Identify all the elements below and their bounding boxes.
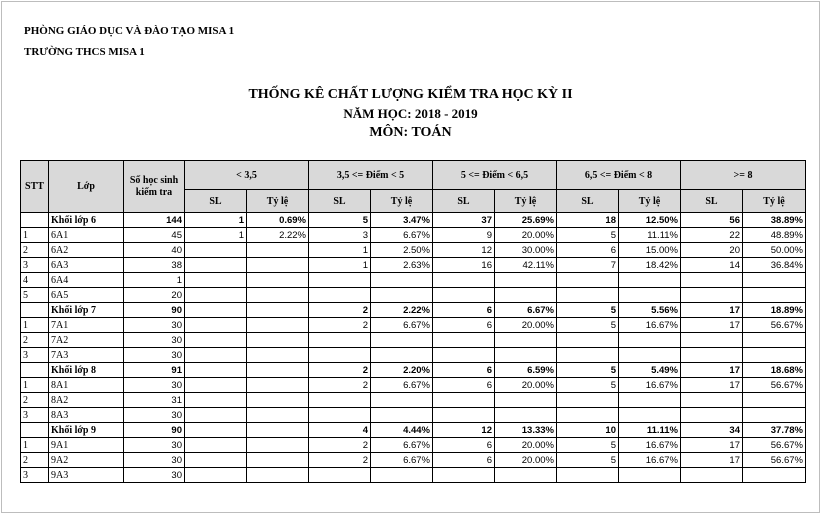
row-count-cell: 5 xyxy=(557,303,619,318)
row-rate-cell xyxy=(247,273,309,288)
row-stt: 3 xyxy=(21,258,49,273)
row-student-count: 1 xyxy=(124,273,185,288)
row-rate-cell xyxy=(619,273,681,288)
row-count-cell xyxy=(433,288,495,303)
row-count-cell xyxy=(681,348,743,363)
row-rate-cell xyxy=(743,333,806,348)
row-stt: 3 xyxy=(21,468,49,483)
row-rate-cell xyxy=(247,378,309,393)
class-row xyxy=(21,378,806,393)
class-row xyxy=(21,408,806,423)
row-class-name: Khối lớp 6 xyxy=(49,213,124,228)
row-count-cell xyxy=(185,243,247,258)
row-count-cell xyxy=(185,408,247,423)
subheader-rate: Tỷ lệ xyxy=(371,190,433,213)
row-rate-cell xyxy=(247,408,309,423)
row-count-cell xyxy=(185,393,247,408)
grade-group-row xyxy=(21,303,806,318)
row-count-cell: 1 xyxy=(309,258,371,273)
row-count-cell: 2 xyxy=(309,378,371,393)
row-class-name: 9A1 xyxy=(49,438,124,453)
row-count-cell: 5 xyxy=(557,378,619,393)
row-count-cell: 5 xyxy=(557,318,619,333)
row-count-cell: 18 xyxy=(557,213,619,228)
row-count-cell xyxy=(557,273,619,288)
row-count-cell xyxy=(681,333,743,348)
class-row xyxy=(21,243,806,258)
row-class-name: 7A1 xyxy=(49,318,124,333)
row-class-name: Khối lớp 8 xyxy=(49,363,124,378)
row-count-cell xyxy=(185,288,247,303)
class-row xyxy=(21,228,806,243)
row-class-name: 8A1 xyxy=(49,378,124,393)
row-rate-cell xyxy=(495,273,557,288)
row-student-count: 90 xyxy=(124,423,185,438)
row-rate-cell: 20.00% xyxy=(495,453,557,468)
row-stt: 4 xyxy=(21,273,49,288)
grade-group-row xyxy=(21,363,806,378)
row-count-cell xyxy=(185,258,247,273)
class-row xyxy=(21,288,806,303)
row-rate-cell xyxy=(371,468,433,483)
row-rate-cell: 18.42% xyxy=(619,258,681,273)
row-student-count: 20 xyxy=(124,288,185,303)
row-student-count: 45 xyxy=(124,228,185,243)
row-student-count: 30 xyxy=(124,438,185,453)
row-rate-cell: 56.67% xyxy=(743,318,806,333)
row-count-cell: 16 xyxy=(433,258,495,273)
row-rate-cell: 38.89% xyxy=(743,213,806,228)
row-count-cell: 14 xyxy=(681,258,743,273)
class-row xyxy=(21,318,806,333)
row-rate-cell xyxy=(371,273,433,288)
subheader-rate: Tỷ lệ xyxy=(743,190,806,213)
row-count-cell: 17 xyxy=(681,378,743,393)
row-student-count: 30 xyxy=(124,318,185,333)
row-student-count: 90 xyxy=(124,303,185,318)
row-rate-cell: 5.56% xyxy=(619,303,681,318)
row-count-cell: 2 xyxy=(309,438,371,453)
school-name: TRƯỜNG THCS MISA 1 xyxy=(24,46,145,58)
row-count-cell: 2 xyxy=(309,363,371,378)
row-student-count: 38 xyxy=(124,258,185,273)
row-rate-cell: 6.67% xyxy=(371,453,433,468)
row-count-cell xyxy=(185,363,247,378)
row-rate-cell: 20.00% xyxy=(495,438,557,453)
header-stt: STT xyxy=(21,161,49,213)
row-rate-cell xyxy=(247,438,309,453)
header-class: Lớp xyxy=(49,161,124,213)
row-student-count: 31 xyxy=(124,393,185,408)
row-rate-cell xyxy=(247,423,309,438)
row-count-cell: 5 xyxy=(557,438,619,453)
class-row xyxy=(21,348,806,363)
row-rate-cell xyxy=(495,333,557,348)
row-rate-cell xyxy=(247,348,309,363)
row-count-cell xyxy=(185,438,247,453)
row-rate-cell xyxy=(247,393,309,408)
row-count-cell xyxy=(433,348,495,363)
header-band-5: >= 8 xyxy=(681,161,806,190)
row-rate-cell: 20.00% xyxy=(495,228,557,243)
row-rate-cell: 11.11% xyxy=(619,228,681,243)
row-rate-cell: 6.67% xyxy=(371,438,433,453)
row-count-cell xyxy=(309,288,371,303)
row-count-cell xyxy=(681,408,743,423)
report-title: THỐNG KÊ CHẤT LƯỢNG KIỂM TRA HỌC KỲ II xyxy=(248,87,573,102)
row-rate-cell xyxy=(371,348,433,363)
statistics-table xyxy=(20,160,806,483)
subheader-sl: SL xyxy=(557,190,619,213)
row-rate-cell xyxy=(619,468,681,483)
row-student-count: 30 xyxy=(124,333,185,348)
class-row xyxy=(21,438,806,453)
row-stt: 1 xyxy=(21,438,49,453)
row-rate-cell: 16.67% xyxy=(619,438,681,453)
row-stt: 2 xyxy=(21,453,49,468)
row-count-cell: 2 xyxy=(309,453,371,468)
row-rate-cell: 12.50% xyxy=(619,213,681,228)
row-rate-cell: 42.11% xyxy=(495,258,557,273)
subheader-rate: Tỷ lệ xyxy=(619,190,681,213)
row-count-cell xyxy=(185,468,247,483)
class-row xyxy=(21,258,806,273)
class-row xyxy=(21,273,806,288)
row-count-cell: 20 xyxy=(681,243,743,258)
row-student-count: 30 xyxy=(124,453,185,468)
row-count-cell: 1 xyxy=(185,228,247,243)
row-stt xyxy=(21,423,49,438)
row-count-cell: 12 xyxy=(433,423,495,438)
row-rate-cell: 15.00% xyxy=(619,243,681,258)
department-name: PHÒNG GIÁO DỤC VÀ ĐÀO TẠO MISA 1 xyxy=(24,25,235,37)
row-rate-cell: 4.44% xyxy=(371,423,433,438)
row-rate-cell: 16.67% xyxy=(619,378,681,393)
row-class-name: 6A3 xyxy=(49,258,124,273)
row-count-cell: 6 xyxy=(433,378,495,393)
row-class-name: 6A1 xyxy=(49,228,124,243)
row-stt: 2 xyxy=(21,243,49,258)
row-rate-cell: 18.68% xyxy=(743,363,806,378)
row-rate-cell xyxy=(743,468,806,483)
row-stt xyxy=(21,213,49,228)
row-rate-cell xyxy=(619,333,681,348)
row-rate-cell xyxy=(371,333,433,348)
row-count-cell xyxy=(185,318,247,333)
row-rate-cell: 48.89% xyxy=(743,228,806,243)
row-rate-cell: 37.78% xyxy=(743,423,806,438)
row-rate-cell xyxy=(743,273,806,288)
row-student-count: 30 xyxy=(124,348,185,363)
class-row xyxy=(21,468,806,483)
row-class-name: Khối lớp 7 xyxy=(49,303,124,318)
row-class-name: 6A2 xyxy=(49,243,124,258)
row-rate-cell: 11.11% xyxy=(619,423,681,438)
row-count-cell: 17 xyxy=(681,453,743,468)
row-count-cell xyxy=(681,393,743,408)
row-rate-cell xyxy=(495,288,557,303)
row-rate-cell: 16.67% xyxy=(619,453,681,468)
row-count-cell: 5 xyxy=(557,363,619,378)
row-count-cell: 1 xyxy=(185,213,247,228)
row-count-cell: 17 xyxy=(681,318,743,333)
row-count-cell: 34 xyxy=(681,423,743,438)
row-rate-cell xyxy=(619,393,681,408)
row-rate-cell xyxy=(247,363,309,378)
grade-group-row xyxy=(21,423,806,438)
row-rate-cell: 6.67% xyxy=(371,378,433,393)
row-count-cell: 17 xyxy=(681,363,743,378)
subheader-rate: Tỷ lệ xyxy=(247,190,309,213)
row-rate-cell xyxy=(247,243,309,258)
row-rate-cell: 50.00% xyxy=(743,243,806,258)
row-stt: 1 xyxy=(21,318,49,333)
row-rate-cell: 13.33% xyxy=(495,423,557,438)
row-rate-cell: 3.47% xyxy=(371,213,433,228)
row-rate-cell xyxy=(619,288,681,303)
row-rate-cell xyxy=(371,393,433,408)
row-count-cell xyxy=(557,348,619,363)
row-rate-cell: 6.67% xyxy=(371,318,433,333)
row-rate-cell xyxy=(247,288,309,303)
class-row xyxy=(21,393,806,408)
row-stt: 5 xyxy=(21,288,49,303)
row-rate-cell xyxy=(743,348,806,363)
row-count-cell xyxy=(557,288,619,303)
row-count-cell: 6 xyxy=(433,303,495,318)
row-count-cell: 12 xyxy=(433,243,495,258)
row-class-name: 7A3 xyxy=(49,348,124,363)
row-rate-cell: 6.67% xyxy=(371,228,433,243)
row-count-cell: 37 xyxy=(433,213,495,228)
row-rate-cell: 2.50% xyxy=(371,243,433,258)
row-rate-cell: 2.20% xyxy=(371,363,433,378)
row-count-cell: 6 xyxy=(557,243,619,258)
row-stt: 2 xyxy=(21,393,49,408)
row-class-name: 9A2 xyxy=(49,453,124,468)
subheader-sl: SL xyxy=(681,190,743,213)
row-class-name: 6A4 xyxy=(49,273,124,288)
subheader-sl: SL xyxy=(185,190,247,213)
row-rate-cell: 20.00% xyxy=(495,318,557,333)
row-student-count: 30 xyxy=(124,378,185,393)
row-rate-cell: 0.69% xyxy=(247,213,309,228)
row-stt: 2 xyxy=(21,333,49,348)
row-count-cell: 5 xyxy=(309,213,371,228)
row-count-cell: 17 xyxy=(681,438,743,453)
row-rate-cell: 6.59% xyxy=(495,363,557,378)
row-count-cell xyxy=(681,288,743,303)
row-rate-cell xyxy=(619,348,681,363)
row-count-cell: 6 xyxy=(433,453,495,468)
row-count-cell: 56 xyxy=(681,213,743,228)
row-rate-cell: 2.22% xyxy=(247,228,309,243)
row-student-count: 144 xyxy=(124,213,185,228)
row-stt xyxy=(21,363,49,378)
row-count-cell: 5 xyxy=(557,228,619,243)
row-class-name: 7A2 xyxy=(49,333,124,348)
row-stt: 1 xyxy=(21,228,49,243)
row-count-cell xyxy=(681,273,743,288)
row-count-cell xyxy=(433,393,495,408)
row-class-name: Khối lớp 9 xyxy=(49,423,124,438)
row-count-cell: 1 xyxy=(309,243,371,258)
report-titles xyxy=(2,85,819,142)
row-count-cell xyxy=(185,348,247,363)
header-band-1: < 3,5 xyxy=(185,161,309,190)
row-rate-cell: 25.69% xyxy=(495,213,557,228)
row-count-cell xyxy=(557,393,619,408)
row-count-cell xyxy=(433,273,495,288)
header-band-2: 3,5 <= Điểm < 5 xyxy=(309,161,433,190)
row-rate-cell: 16.67% xyxy=(619,318,681,333)
row-rate-cell xyxy=(371,288,433,303)
row-count-cell: 9 xyxy=(433,228,495,243)
row-count-cell xyxy=(309,408,371,423)
row-count-cell: 5 xyxy=(557,453,619,468)
subheader-sl: SL xyxy=(309,190,371,213)
grade-group-row xyxy=(21,213,806,228)
row-stt xyxy=(21,303,49,318)
row-stt: 3 xyxy=(21,408,49,423)
row-count-cell xyxy=(185,273,247,288)
row-class-name: 8A3 xyxy=(49,408,124,423)
row-rate-cell xyxy=(495,393,557,408)
row-student-count: 91 xyxy=(124,363,185,378)
row-rate-cell xyxy=(495,408,557,423)
row-count-cell xyxy=(433,468,495,483)
row-rate-cell xyxy=(247,333,309,348)
header-student-count: Số học sinh kiểm tra xyxy=(124,161,185,213)
row-rate-cell: 30.00% xyxy=(495,243,557,258)
row-rate-cell: 36.84% xyxy=(743,258,806,273)
row-rate-cell: 5.49% xyxy=(619,363,681,378)
row-count-cell xyxy=(433,408,495,423)
row-count-cell: 17 xyxy=(681,303,743,318)
row-rate-cell: 2.63% xyxy=(371,258,433,273)
subject-title: MÔN: TOÁN xyxy=(369,125,452,140)
row-rate-cell xyxy=(247,303,309,318)
row-rate-cell xyxy=(619,408,681,423)
row-count-cell xyxy=(557,333,619,348)
row-count-cell xyxy=(433,333,495,348)
row-rate-cell xyxy=(247,258,309,273)
row-count-cell xyxy=(309,348,371,363)
row-count-cell xyxy=(309,273,371,288)
row-count-cell: 2 xyxy=(309,318,371,333)
row-count-cell xyxy=(681,468,743,483)
row-count-cell xyxy=(309,393,371,408)
row-count-cell xyxy=(185,333,247,348)
row-count-cell: 7 xyxy=(557,258,619,273)
row-count-cell: 10 xyxy=(557,423,619,438)
row-rate-cell xyxy=(371,408,433,423)
subheader-rate: Tỷ lệ xyxy=(495,190,557,213)
row-stt: 1 xyxy=(21,378,49,393)
row-stt: 3 xyxy=(21,348,49,363)
row-rate-cell: 56.67% xyxy=(743,378,806,393)
row-class-name: 8A2 xyxy=(49,393,124,408)
row-rate-cell: 20.00% xyxy=(495,378,557,393)
header-band-4: 6,5 <= Điểm < 8 xyxy=(557,161,681,190)
row-count-cell xyxy=(185,423,247,438)
row-rate-cell xyxy=(247,468,309,483)
subheader-sl: SL xyxy=(433,190,495,213)
row-class-name: 6A5 xyxy=(49,288,124,303)
row-count-cell: 6 xyxy=(433,438,495,453)
row-count-cell: 4 xyxy=(309,423,371,438)
row-count-cell xyxy=(557,468,619,483)
row-count-cell xyxy=(185,453,247,468)
row-rate-cell: 56.67% xyxy=(743,438,806,453)
row-rate-cell xyxy=(247,453,309,468)
row-rate-cell xyxy=(743,288,806,303)
row-rate-cell: 2.22% xyxy=(371,303,433,318)
header-band-3: 5 <= Điểm < 6,5 xyxy=(433,161,557,190)
class-row xyxy=(21,333,806,348)
row-count-cell xyxy=(185,378,247,393)
row-rate-cell xyxy=(495,468,557,483)
school-year: NĂM HỌC: 2018 - 2019 xyxy=(343,106,478,121)
row-class-name: 9A3 xyxy=(49,468,124,483)
row-count-cell: 6 xyxy=(433,318,495,333)
row-count-cell: 22 xyxy=(681,228,743,243)
row-student-count: 30 xyxy=(124,468,185,483)
table-body xyxy=(21,213,806,483)
row-count-cell xyxy=(309,468,371,483)
row-count-cell: 6 xyxy=(433,363,495,378)
row-rate-cell xyxy=(743,408,806,423)
row-count-cell xyxy=(185,303,247,318)
row-student-count: 40 xyxy=(124,243,185,258)
row-student-count: 30 xyxy=(124,408,185,423)
row-rate-cell xyxy=(495,348,557,363)
row-rate-cell: 56.67% xyxy=(743,453,806,468)
row-count-cell xyxy=(309,333,371,348)
row-rate-cell: 6.67% xyxy=(495,303,557,318)
row-rate-cell: 18.89% xyxy=(743,303,806,318)
row-count-cell: 3 xyxy=(309,228,371,243)
row-rate-cell xyxy=(247,318,309,333)
row-count-cell: 2 xyxy=(309,303,371,318)
class-row xyxy=(21,453,806,468)
row-count-cell xyxy=(557,408,619,423)
row-rate-cell xyxy=(743,393,806,408)
